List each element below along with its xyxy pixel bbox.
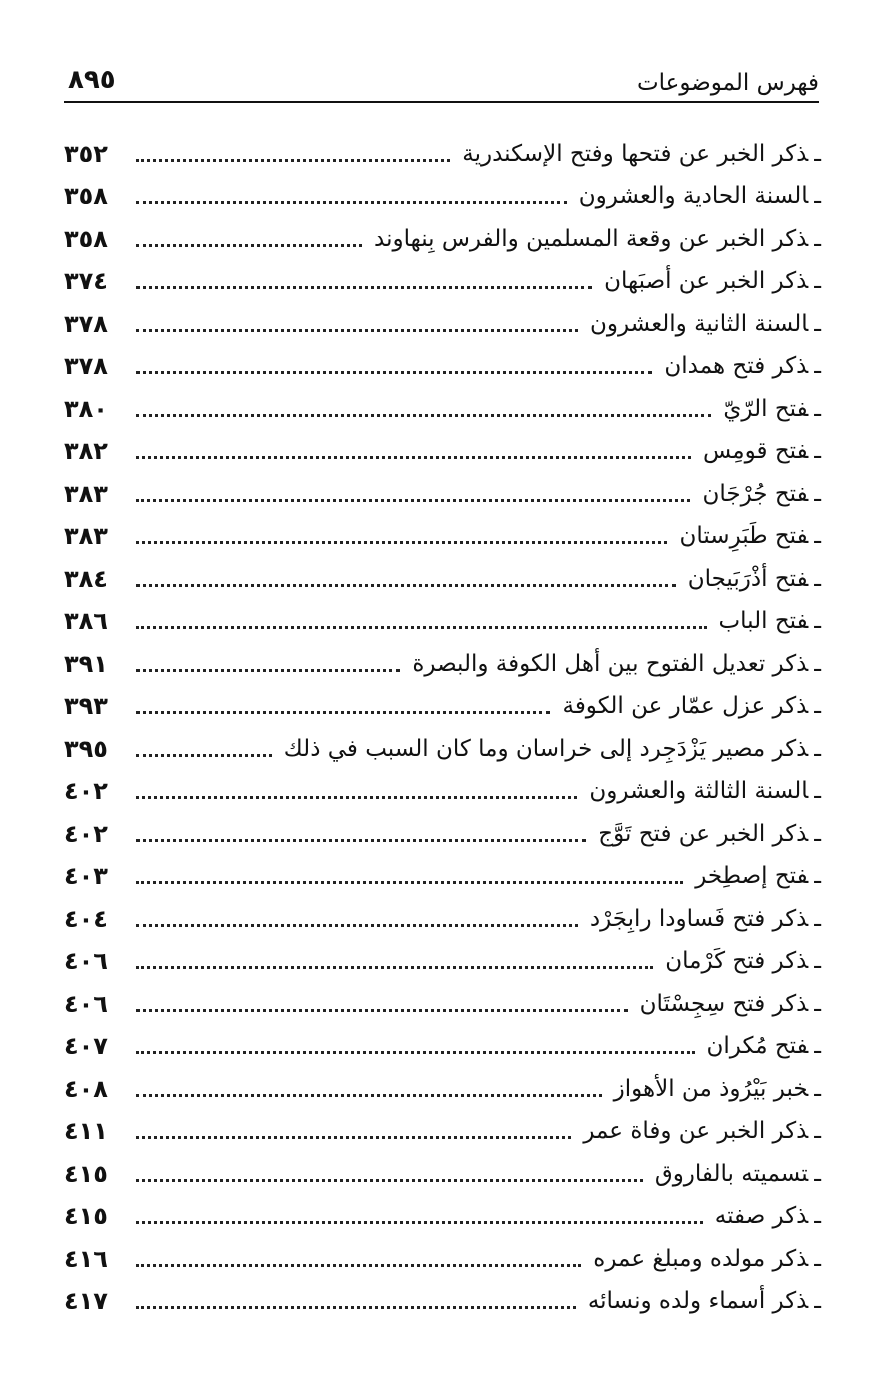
toc-entry-label: ذكر فتح فَساودا رابِجَرْد xyxy=(589,905,809,932)
toc-entry-title xyxy=(594,264,821,298)
toc-entry-dash: ـ xyxy=(814,183,821,209)
toc-entry-dash: ـ xyxy=(814,905,821,932)
toc-entry-dash: ـ xyxy=(814,693,821,719)
toc-entry-label: فتح إصطِخر xyxy=(695,863,809,889)
toc-entry-label: السنة الحادية والعشرون xyxy=(578,183,809,209)
toc-entry-label: فتح أذْرَبَيجان xyxy=(687,565,809,592)
toc-entry-label: تسميته بالفاروق xyxy=(654,1160,809,1187)
toc-dot-leader xyxy=(126,222,364,256)
toc-entry-dash: ـ xyxy=(814,1245,821,1272)
toc-entry-title xyxy=(274,732,821,766)
toc-entry-title xyxy=(697,1029,821,1063)
toc-dot-leader xyxy=(126,392,713,426)
toc-entry-label: فتح مُكران xyxy=(706,1033,809,1059)
toc-dot-leader xyxy=(126,1114,573,1148)
toc-entry-label: فتح الباب xyxy=(718,608,809,634)
toc-entry xyxy=(64,638,821,681)
toc-entry-dash: ـ xyxy=(814,1160,821,1187)
toc-dot-leader xyxy=(126,1029,697,1063)
toc-entry-label: فتح الرّيّ xyxy=(723,395,809,422)
toc-entry-dash: ـ xyxy=(814,480,821,507)
toc-entry-dash: ـ xyxy=(814,948,821,974)
toc-entry-title xyxy=(705,1199,821,1233)
toc-entry-page-number: ٣٩٣ xyxy=(64,692,108,720)
toc-entry xyxy=(64,298,821,341)
toc-entry-dash: ـ xyxy=(814,1118,821,1144)
toc-entry-title xyxy=(693,434,821,468)
toc-entry-page-number: ٤٠٢ xyxy=(64,819,108,848)
toc-dot-leader xyxy=(126,349,654,383)
toc-entry-page-number: ٣٨٤ xyxy=(64,564,108,593)
toc-entry-label: ذكر الخبر عن وفاة عمر xyxy=(583,1118,809,1144)
toc-entry-page-number: ٣٩١ xyxy=(64,649,108,678)
toc-entry-page-number: ٤٠٣ xyxy=(64,862,108,890)
toc-entry-page-number: ٤٠٨ xyxy=(64,1074,108,1103)
toc-entry-label: ذكر مولده ومبلغ عمره xyxy=(593,1245,809,1272)
toc-entry-title xyxy=(669,519,821,553)
toc-entry-title xyxy=(645,1157,821,1191)
toc-entry xyxy=(64,171,821,214)
toc-entry-label: فتح جُرْجَان xyxy=(702,480,809,507)
toc-entry xyxy=(64,1191,821,1234)
toc-entry-label: فتح قومِس xyxy=(702,438,809,464)
toc-dot-leader xyxy=(126,1242,583,1276)
toc-entry xyxy=(64,128,821,171)
header-divider xyxy=(64,101,819,103)
toc-entry-title xyxy=(552,689,821,723)
toc-entry xyxy=(64,596,821,639)
toc-entry-title xyxy=(713,392,821,426)
toc-dot-leader xyxy=(126,817,588,851)
toc-entry xyxy=(64,383,821,426)
toc-entry-title xyxy=(583,1242,821,1276)
toc-entry xyxy=(64,978,821,1021)
toc-entry-dash: ـ xyxy=(814,863,821,889)
toc-dot-leader xyxy=(126,647,402,681)
toc-dot-leader xyxy=(126,434,693,468)
toc-entry-page-number: ٣٩٥ xyxy=(64,734,108,763)
toc-dot-leader xyxy=(126,902,580,936)
toc-entry xyxy=(64,468,821,511)
toc-entry-label: ذكر الخبر عن أصبَهان xyxy=(604,268,809,294)
toc-dot-leader xyxy=(126,732,274,766)
toc-entry-page-number: ٤٠٦ xyxy=(64,989,108,1018)
table-of-contents xyxy=(64,128,821,1318)
toc-entry xyxy=(64,851,821,894)
toc-entry xyxy=(64,256,821,299)
toc-dot-leader xyxy=(126,774,579,808)
toc-entry-label: فتح طَبَرِستان xyxy=(679,523,809,549)
toc-entry-title xyxy=(630,987,821,1021)
toc-dot-leader xyxy=(126,1199,705,1233)
toc-entry-dash: ـ xyxy=(814,1203,821,1229)
toc-dot-leader xyxy=(126,944,655,978)
toc-entry-page-number: ٤١٧ xyxy=(64,1287,108,1315)
toc-dot-leader xyxy=(126,1284,578,1318)
toc-entry-dash: ـ xyxy=(814,735,821,762)
toc-entry-dash: ـ xyxy=(814,438,821,464)
toc-entry-page-number: ٤١٥ xyxy=(64,1202,108,1230)
toc-dot-leader xyxy=(126,1157,645,1191)
toc-entry-page-number: ٤٠٦ xyxy=(64,947,108,975)
toc-entry-page-number: ٣٨٦ xyxy=(64,607,108,635)
toc-entry-page-number: ٣٥٨ xyxy=(64,224,108,253)
toc-dot-leader xyxy=(126,987,630,1021)
toc-entry-page-number: ٤١١ xyxy=(64,1117,108,1145)
toc-entry-title xyxy=(655,944,821,978)
toc-entry-dash: ـ xyxy=(814,225,821,252)
toc-entry-page-number: ٣٧٨ xyxy=(64,352,108,380)
toc-entry-dash: ـ xyxy=(814,650,821,677)
toc-entry-label: السنة الثانية والعشرون xyxy=(589,310,809,337)
toc-entry-dash: ـ xyxy=(814,1288,821,1314)
toc-dot-leader xyxy=(126,477,692,511)
toc-entry-dash: ـ xyxy=(814,608,821,634)
toc-entry-label: ذكر فتح كَرْمان xyxy=(665,948,809,974)
toc-entry-page-number: ٤١٥ xyxy=(64,1159,108,1188)
toc-entry-dash: ـ xyxy=(814,990,821,1017)
toc-entry-title xyxy=(709,604,821,638)
toc-dot-leader xyxy=(126,179,569,213)
toc-entry-dash: ـ xyxy=(814,523,821,549)
page-number: ٨٩٥ xyxy=(68,65,116,95)
toc-entry-title xyxy=(685,859,821,893)
toc-entry-dash: ـ xyxy=(814,820,821,847)
toc-entry-title xyxy=(402,647,821,681)
toc-entry-page-number: ٤٠٤ xyxy=(64,904,108,933)
toc-entry xyxy=(64,808,821,851)
toc-entry-title xyxy=(569,179,821,213)
toc-entry xyxy=(64,681,821,724)
toc-entry xyxy=(64,1233,821,1276)
toc-dot-leader xyxy=(126,1072,604,1106)
toc-entry xyxy=(64,426,821,469)
toc-entry-title xyxy=(580,307,821,341)
toc-entry xyxy=(64,1148,821,1191)
toc-entry xyxy=(64,511,821,554)
toc-entry-dash: ـ xyxy=(814,565,821,592)
toc-entry-label: ذكر صفته xyxy=(714,1203,809,1229)
toc-entry-label: ذكر الخبر عن فتحها وفتح الإسكندرية xyxy=(462,140,809,167)
toc-entry-label: ذكر مصير يَزْدَجِرد إلى خراسان وما كان السبب في ذلك xyxy=(283,735,809,762)
toc-dot-leader xyxy=(126,604,709,638)
toc-entry-dash: ـ xyxy=(814,395,821,422)
toc-entry-title xyxy=(580,902,821,936)
toc-entry-page-number: ٣٧٤ xyxy=(64,267,108,295)
toc-entry-page-number: ٣٨٠ xyxy=(64,394,108,423)
toc-entry-title xyxy=(604,1072,821,1106)
toc-entry xyxy=(64,723,821,766)
toc-entry xyxy=(64,341,821,384)
toc-entry-page-number: ٤٠٢ xyxy=(64,777,108,805)
toc-entry-page-number: ٤١٦ xyxy=(64,1244,108,1273)
toc-entry-title xyxy=(588,817,821,851)
toc-entry-title xyxy=(578,1284,821,1318)
toc-dot-leader xyxy=(126,519,669,553)
toc-entry-title xyxy=(364,222,821,256)
toc-dot-leader xyxy=(126,137,452,171)
running-header xyxy=(64,62,819,102)
toc-entry-title xyxy=(573,1114,821,1148)
toc-dot-leader xyxy=(126,307,580,341)
toc-entry-label: ذكر أسماء ولده ونسائه xyxy=(587,1288,809,1314)
toc-entry-label: ذكر الخبر عن فتح تَوَّج xyxy=(598,820,809,847)
toc-dot-leader xyxy=(126,562,678,596)
toc-entry-label: ذكر عزل عمّار عن الكوفة xyxy=(562,693,809,719)
toc-entry-title xyxy=(692,477,821,511)
toc-entry xyxy=(64,1063,821,1106)
toc-dot-leader xyxy=(126,689,552,723)
toc-entry-title xyxy=(678,562,821,596)
toc-entry-title xyxy=(452,137,821,171)
toc-entry-title xyxy=(654,349,821,383)
toc-entry xyxy=(64,213,821,256)
toc-entry-dash: ـ xyxy=(814,1033,821,1059)
toc-entry-page-number: ٣٥٢ xyxy=(64,139,108,168)
toc-entry-label: ذكر فتح سِجِسْتَان xyxy=(639,990,809,1017)
toc-entry-dash: ـ xyxy=(814,1075,821,1102)
toc-entry-dash: ـ xyxy=(814,310,821,337)
toc-entry-page-number: ٣٨٢ xyxy=(64,437,108,465)
toc-entry-dash: ـ xyxy=(814,268,821,294)
toc-entry-label: ذكر تعديل الفتوح بين أهل الكوفة والبصرة xyxy=(412,650,809,677)
toc-entry xyxy=(64,936,821,979)
toc-dot-leader xyxy=(126,264,594,298)
toc-entry-page-number: ٤٠٧ xyxy=(64,1032,108,1060)
toc-entry xyxy=(64,893,821,936)
toc-entry-label: ذكر فتح همدان xyxy=(664,353,809,379)
toc-entry xyxy=(64,1106,821,1149)
toc-entry-title xyxy=(579,774,821,808)
toc-entry-page-number: ٣٧٨ xyxy=(64,309,108,338)
toc-entry-page-number: ٣٥٨ xyxy=(64,182,108,210)
toc-entry-page-number: ٣٨٣ xyxy=(64,479,108,508)
toc-entry-page-number: ٣٨٣ xyxy=(64,522,108,550)
toc-entry-label: خبر بَيْرُوذ من الأهواز xyxy=(613,1075,809,1102)
toc-entry xyxy=(64,766,821,809)
toc-entry-label: ذكر الخبر عن وقعة المسلمين والفرس بِنهاوند xyxy=(374,225,809,252)
toc-dot-leader xyxy=(126,859,685,893)
toc-entry-dash: ـ xyxy=(814,140,821,167)
toc-entry xyxy=(64,1276,821,1319)
toc-entry-dash: ـ xyxy=(814,778,821,804)
toc-entry xyxy=(64,1021,821,1064)
toc-entry-label: السنة الثالثة والعشرون xyxy=(589,778,809,804)
toc-entry-dash: ـ xyxy=(814,353,821,379)
running-header-title: فهرس الموضوعات xyxy=(636,70,819,96)
toc-entry xyxy=(64,553,821,596)
